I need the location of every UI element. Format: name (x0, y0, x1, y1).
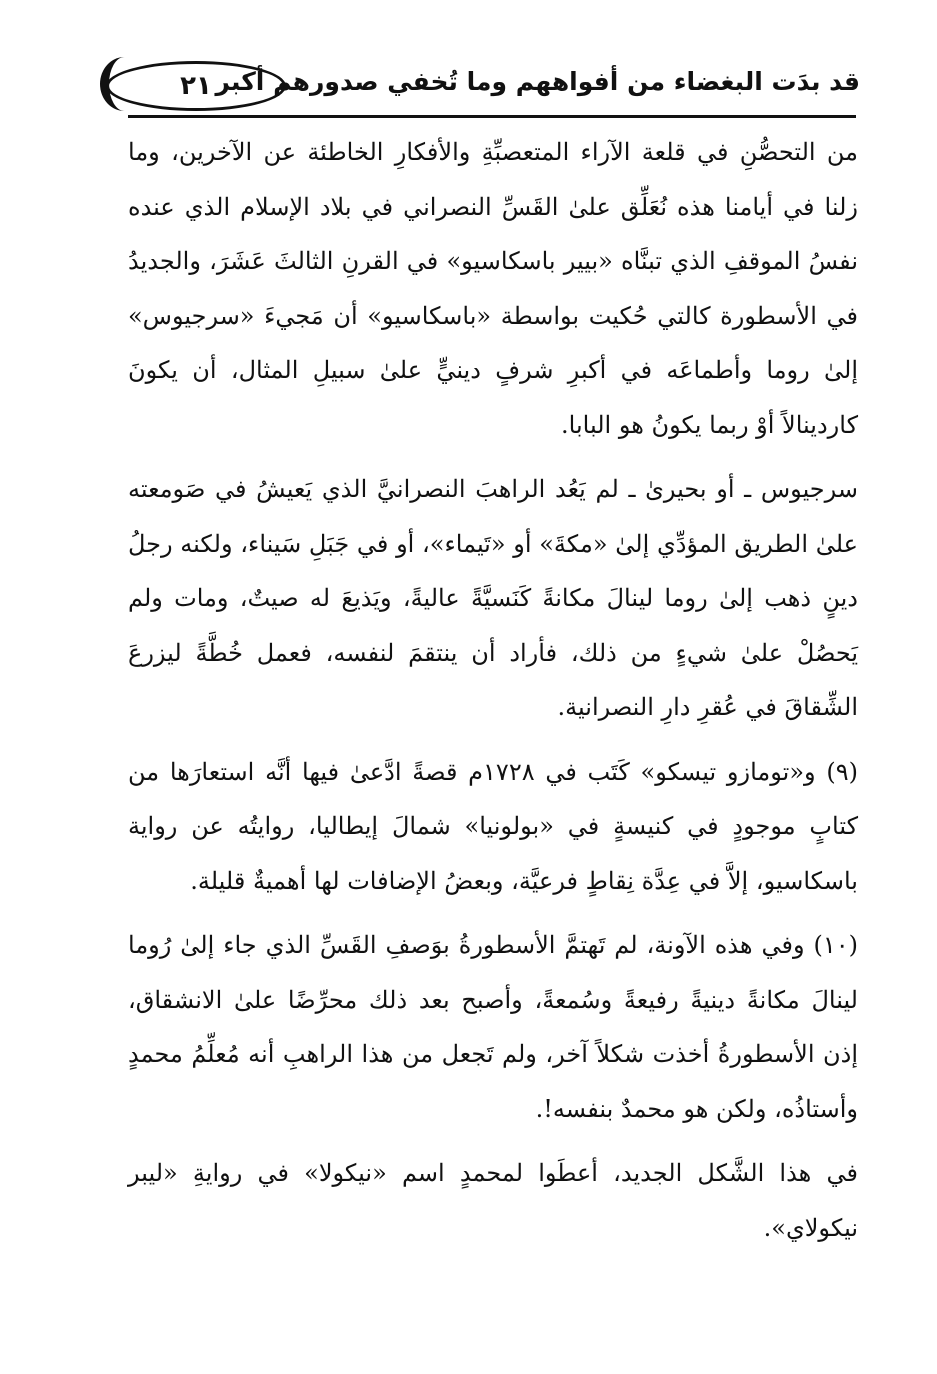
paragraph-4: (١٠) وفي هذه الآونة، لم تَهتمَّ الأسطورةُ بوَصفِ القَسِّ الذي جاء إلىٰ رُوما لينالَ مكانةً دينيةً رفيعةً وسُمعةً، وأصبح بعد ذلك محرِّضًا علىٰ الانشقاق، إذن الأسطورةُ أخذت شكلاً آخر، ولم تَجعل من هذا الراهبِ أنه مُعلِّمُ محمدٍ وأستاذُه، ولكن هو محمدٌ بنفسه!. (128, 931, 858, 1123)
running-title: قد بدَت البغضاء من أفواههم وما تُخفي صدورهم أكبر (215, 67, 860, 96)
page-number: ٢١ (106, 61, 286, 111)
paragraph-5: في هذا الشَّكل الجديد، أعطَوا لمحمدٍ اسم «نيكولا» في روايةِ «ليبر نيكولاي». (128, 1159, 858, 1242)
header-rule (128, 115, 856, 118)
paragraph-3: (٩) و«تومازو تيسكو» كَتَب في ١٧٢٨م قصةً ادَّعىٰ فيها أنَّه استعارَها من كتابٍ موجودٍ في كنيسةٍ في «بولونيا» شمالَ إيطاليا، روايتُه عن رواية باسكاسيو، إلاَّ في عِدَّة نِقاطٍ فرعيَّة، وبعضُ الإضافات لها أهميةٌ قليلة. (128, 757, 858, 895)
body-text (128, 125, 858, 1255)
paragraph-2: سرجيوس ـ أو بحيرىٰ ـ لم يَعُد الراهبَ النصرانيَّ الذي يَعيشُ في صَومعته علىٰ الطريق المؤدِّي إلىٰ «مكةَ» أو «تَيماء»، أو في جَبَلِ سَيناء، ولكنه رجلُ دينٍ ذهب إلىٰ روما لينالَ مكانةً كَنَسيَّةً عاليةً، ويَذيعَ له صيتٌ، ومات ولم يَحصُلْ علىٰ شيءٍ من ذلك، فأراد أن ينتقمَ لنفسه، فعمل خُطَّةً ليزرعَ الشِّقاقَ في عُقرِ دارِ النصرانية. (128, 475, 859, 721)
paragraph-1: من التحصُّنِ في قلعة الآراء المتعصبِّةِ والأفكارِ الخاطئة عن الآخرين، وما زلنا في أيامنا هذه نُعَلِّق علىٰ القَسِّ النصراني في بلاد الإسلام الذي عنده نفسُ الموقفِ الذي تبنَّاه «بيير باسكاسيو» في القرنِ الثالثَ عَشَرَ، والجديدُ في الأسطورة كالتي حُكيت بواسطة «باسكاسيو» أن مَجيءَ «سرجيوس» إلىٰ روما وأطماعَه في أكبرِ شرفٍ دينيٍّ علىٰ سبيلِ المثال، أن يكونَ كاردينالاً أوْ ربما يكونُ هو البابا. (128, 138, 858, 439)
page-header (100, 55, 860, 117)
